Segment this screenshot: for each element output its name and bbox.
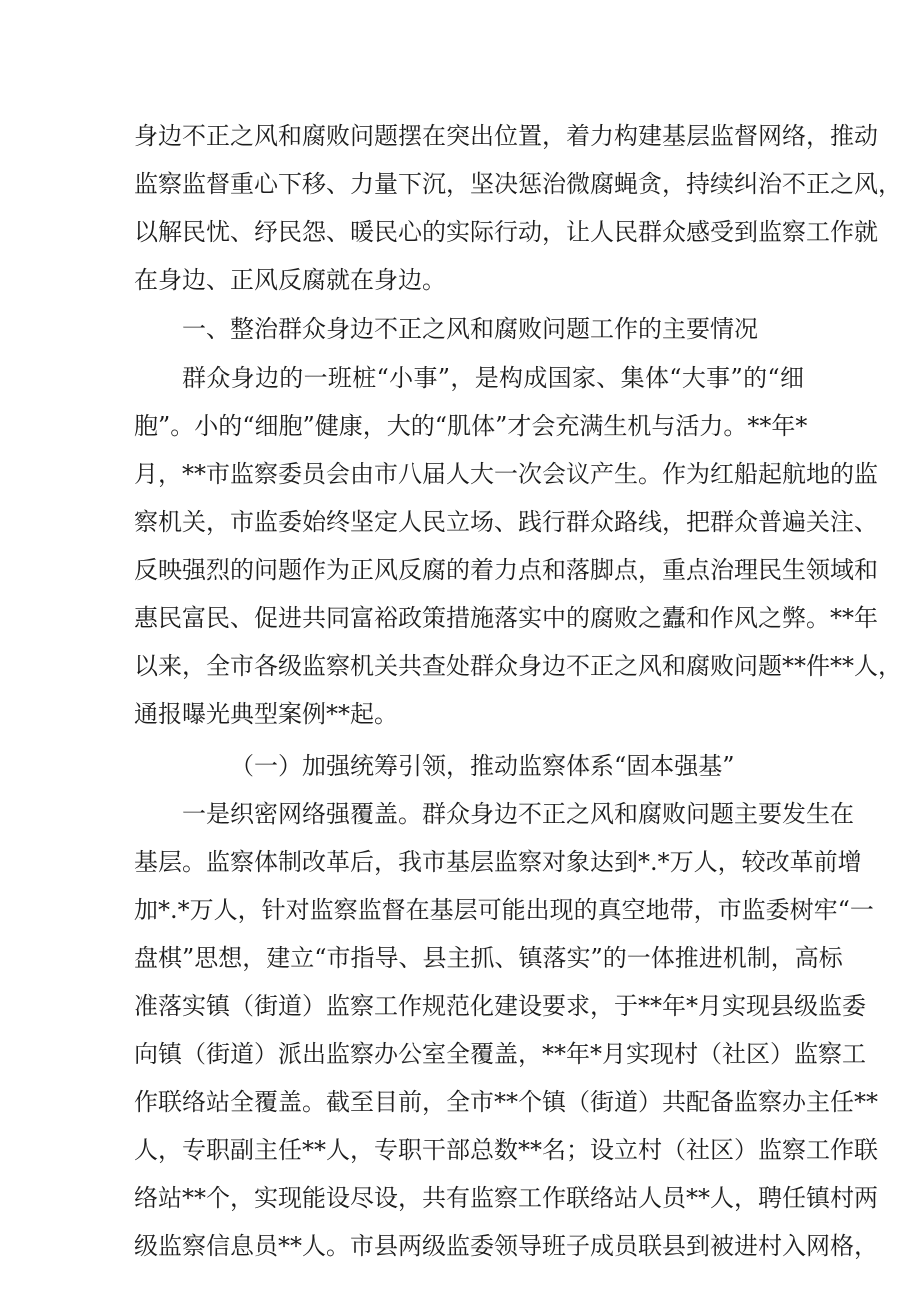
body-text-line: 察机关，市监委始终坚定人民立场、践行群众路线，把群众普遍关注、 xyxy=(134,508,878,536)
body-text-line: 级监察信息员**人。市县两级监委领导班子成员联县到被进村入网格， xyxy=(134,1232,878,1260)
body-text-line: 在身边、正风反腐就在身边。 xyxy=(134,266,446,294)
body-text-line: 以来，全市各级监察机关共查处群众身边不正之风和腐败问题**件**人， xyxy=(134,652,902,680)
body-text-line: 准落实镇（街道）监察工作规范化建设要求，于**年*月实现县级监委 xyxy=(134,992,866,1020)
subsection-heading: （一）加强统筹引领，推动监察体系“固本强基” xyxy=(230,752,735,780)
body-text-line: 加*.*万人，针对监察监督在基层可能出现的真空地带，市监委树牢“一 xyxy=(134,896,874,924)
body-text-line: 盘棋”思想，建立“市指导、县主抓、镇落实”的一体推进机制，高标 xyxy=(134,944,843,972)
body-text-line: 月，**市监察委员会由市八届人大一次会议产生。作为红船起航地的监 xyxy=(134,460,878,488)
body-text-line: 以解民忧、纾民怨、暖民心的实际行动，让人民群众感受到监察工作就 xyxy=(134,218,878,246)
body-text-line: 基层。监察体制改革后，我市基层监察对象达到*.*万人，较改革前增 xyxy=(134,848,862,876)
body-text-line: 一是织密网络强覆盖。群众身边不正之风和腐败问题主要发生在 xyxy=(182,800,854,828)
body-text-line: 反映强烈的问题作为正风反腐的着力点和落脚点，重点治理民生领域和 xyxy=(134,556,878,584)
body-text-line: 人，专职副主任**人，专职干部总数**名；设立村（社区）监察工作联 xyxy=(134,1136,878,1164)
body-text-line: 监察监督重心下移、力量下沉，坚决惩治微腐蝇贪，持续纠治不正之风， xyxy=(134,170,902,198)
section-heading: 一、整治群众身边不正之风和腐败问题工作的主要情况 xyxy=(182,315,758,343)
body-text-line: 群众身边的一班桩“小事”，是构成国家、集体“大事”的“细 xyxy=(182,364,804,392)
body-text-line: 身边不正之风和腐败问题摆在突出位置，着力构建基层监督网络，推动 xyxy=(134,122,878,150)
body-text-line: 胞”。小的“细胞”健康，大的“肌体”才会充满生机与活力。**年* xyxy=(134,412,808,440)
body-text-line: 向镇（街道）派出监察办公室全覆盖，**年*月实现村（社区）监察工 xyxy=(134,1040,866,1068)
body-text-line: 惠民富民、促进共同富裕政策措施落实中的腐败之蠹和作风之弊。**年 xyxy=(134,604,878,632)
body-text-line: 通报曝光典型案例**起。 xyxy=(134,700,398,728)
body-text-line: 作联络站全覆盖。截至目前，全市**个镇（街道）共配备监察办主任** xyxy=(134,1088,878,1116)
body-text-line: 络站**个，实现能设尽设，共有监察工作联络站人员**人，聘任镇村两 xyxy=(134,1184,878,1212)
